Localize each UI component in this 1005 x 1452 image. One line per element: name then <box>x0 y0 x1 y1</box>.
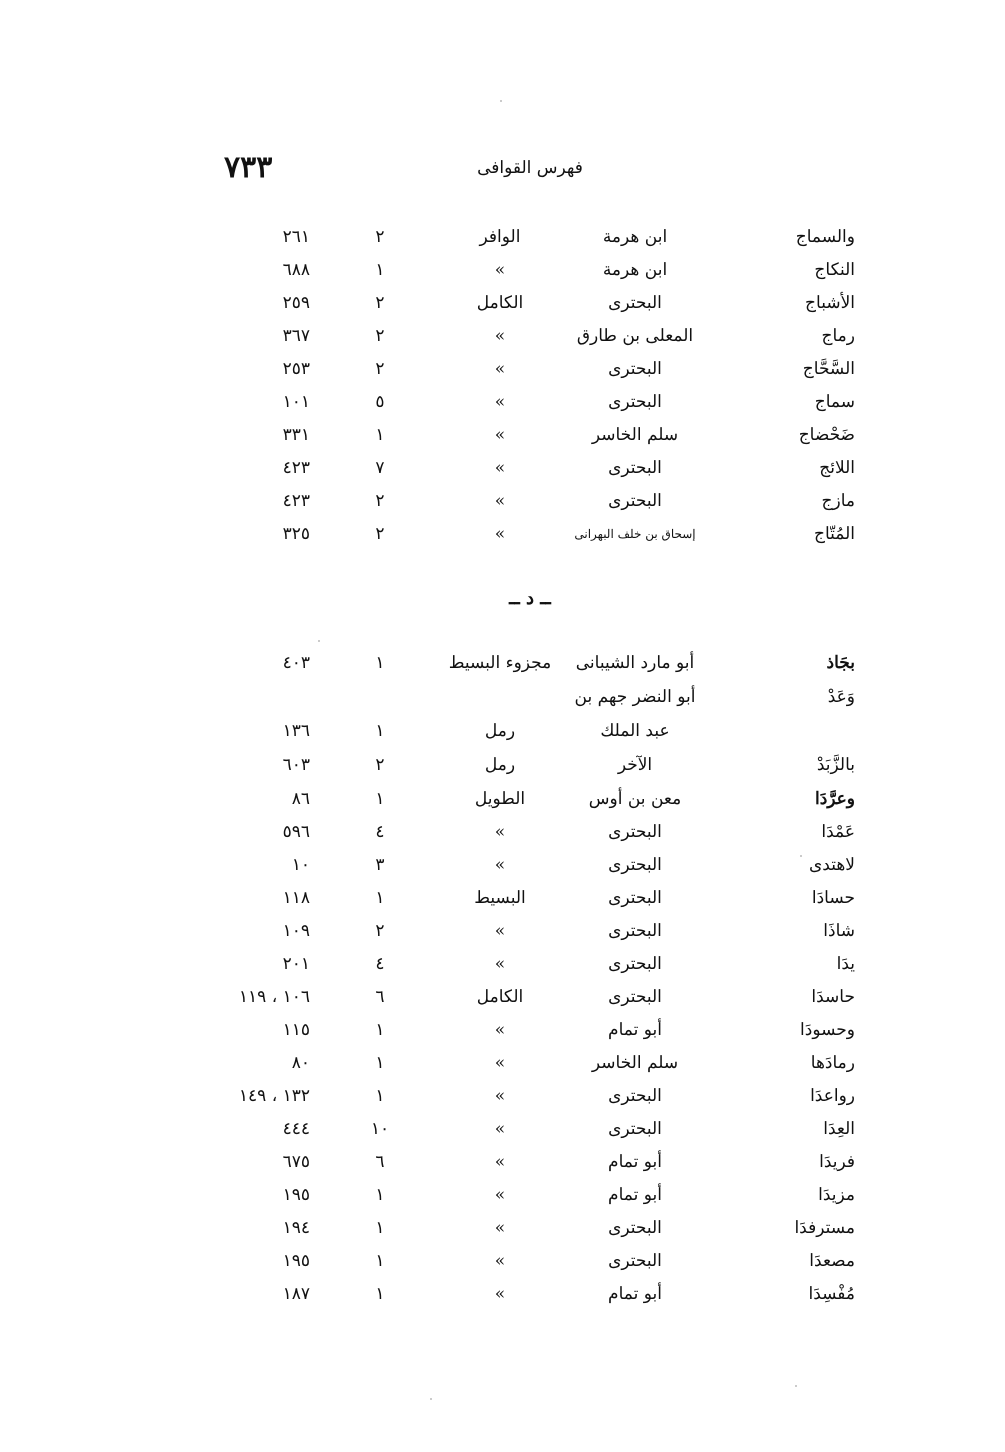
paper-speck <box>500 100 502 102</box>
poet-name: البحترى <box>608 822 662 842</box>
poet-name: البحترى <box>608 855 662 875</box>
page-references: ٤٤٤ <box>282 1119 310 1139</box>
verse-count: ١ <box>375 1284 385 1304</box>
page-references: ٣٢٥ <box>282 524 310 544</box>
poet-name: ابن هرمة <box>602 227 668 247</box>
poetic-meter: » <box>494 425 506 445</box>
index-row <box>0 1246 1005 1276</box>
page-references: ٢٦١ <box>282 227 310 247</box>
page-references: ٢٥٣ <box>282 359 310 379</box>
page-references: ١٠١ <box>282 392 310 412</box>
poetic-meter: » <box>494 855 506 875</box>
verse-count: ١ <box>375 789 385 809</box>
page-references: ٣٣١ <box>282 425 310 445</box>
index-row <box>0 750 1005 780</box>
verse-count: ٣ <box>375 855 385 875</box>
poet-name: البحترى <box>608 888 662 908</box>
index-row <box>0 255 1005 285</box>
rhyme-word: عَمْدَا <box>821 822 855 842</box>
running-title: فهرس القوافى <box>477 158 583 178</box>
page-references: ١١٥ <box>282 1020 310 1040</box>
verse-count: ٦ <box>375 987 385 1007</box>
rhyme-word: ضَحْضاج <box>798 425 855 445</box>
page-references: ١٩٤ <box>282 1218 310 1238</box>
rhyme-word: حسادَا <box>811 888 855 908</box>
page-references: ١٩٥ <box>282 1185 310 1205</box>
poet-name: البحترى <box>608 987 662 1007</box>
poetic-meter: » <box>494 1284 506 1304</box>
rhyme-word: رماج <box>821 326 855 346</box>
rhyme-word: السَّحَّاج <box>802 359 855 379</box>
page-references: ٦٠٣ <box>282 755 310 775</box>
page-references: ١٠٩ <box>282 921 310 941</box>
index-row <box>0 288 1005 318</box>
rhyme-word: مازج <box>821 491 855 511</box>
poet-name: البحترى <box>608 1251 662 1271</box>
poet-name: البحترى <box>608 392 662 412</box>
page-number: ٧٣٣ <box>224 150 273 185</box>
poetic-meter: » <box>494 1086 506 1106</box>
index-row <box>0 784 1005 814</box>
poetic-meter: » <box>494 1218 506 1238</box>
poetic-meter: مجزوء البسيط <box>448 653 552 673</box>
poetic-meter: » <box>494 392 506 412</box>
poet-name: سلم الخاسر <box>591 425 679 445</box>
section-marker-dal: ــ د ــ <box>509 588 551 609</box>
verse-count: ١ <box>375 1218 385 1238</box>
index-row <box>0 1114 1005 1144</box>
index-row <box>0 222 1005 252</box>
verse-count: ١ <box>375 721 385 741</box>
poet-name: أبو النضر جهم بن <box>574 687 696 707</box>
poetic-meter: » <box>494 1020 506 1040</box>
index-row <box>0 1213 1005 1243</box>
verse-count: ١ <box>375 1185 385 1205</box>
rhyme-word: رمادَها <box>810 1053 855 1073</box>
page-references: ٤٢٣ <box>282 458 310 478</box>
rhyme-word: بالزَّبَدْ <box>816 755 855 775</box>
verse-count: ٢ <box>375 326 385 346</box>
verse-count: ٢ <box>375 755 385 775</box>
poet-name: البحترى <box>608 1119 662 1139</box>
poetic-meter: » <box>494 326 506 346</box>
poet-name: المعلى بن طارق <box>576 326 694 346</box>
poetic-meter: » <box>494 1185 506 1205</box>
verse-count: ١ <box>375 1053 385 1073</box>
page-references: ١١٨ <box>282 888 310 908</box>
poet-name: البحترى <box>608 954 662 974</box>
index-row <box>0 916 1005 946</box>
poetic-meter: » <box>494 954 506 974</box>
verse-count: ٢ <box>375 491 385 511</box>
verse-count: ٥ <box>375 392 385 412</box>
poet-name: سلم الخاسر <box>591 1053 679 1073</box>
poet-name: البحترى <box>608 921 662 941</box>
poetic-meter: » <box>494 822 506 842</box>
rhyme-word: العِدَا <box>823 1119 855 1139</box>
index-row <box>0 354 1005 384</box>
page-references: ٦٨٨ <box>282 260 310 280</box>
page-references: ٨٦ <box>291 789 310 809</box>
index-row <box>0 883 1005 913</box>
verse-count: ١ <box>375 1020 385 1040</box>
rhyme-word: وَعَدْ <box>827 687 855 707</box>
poetic-meter: » <box>494 1251 506 1271</box>
index-row <box>0 519 1005 549</box>
poetic-meter: » <box>494 260 506 280</box>
rhyme-word: رواعدَا <box>810 1086 855 1106</box>
poetic-meter: الوافر <box>479 227 521 247</box>
rhyme-word: لاهتدى <box>808 855 855 875</box>
verse-count: ٤ <box>375 954 385 974</box>
paper-speck <box>318 640 320 642</box>
page-references: ١٣٢ ، ١٤٩ <box>238 1086 310 1106</box>
poet-name: ابن هرمة <box>602 260 668 280</box>
poet-name: أبو تمام <box>608 1020 662 1040</box>
index-row <box>0 1147 1005 1177</box>
rhyme-word: وحسودَا <box>800 1020 855 1040</box>
verse-count: ١ <box>375 1251 385 1271</box>
paper-speck <box>430 1398 432 1400</box>
page-references: ١٨٧ <box>282 1284 310 1304</box>
paper-speck <box>795 1385 797 1387</box>
verse-count: ١ <box>375 653 385 673</box>
index-row <box>0 387 1005 417</box>
rhyme-word: فريدَا <box>819 1152 855 1172</box>
poet-name: أبو تمام <box>608 1152 662 1172</box>
poetic-meter: » <box>494 1053 506 1073</box>
rhyme-word: والسماج <box>795 227 855 247</box>
page-references: ٤٠٣ <box>282 653 310 673</box>
index-row <box>0 453 1005 483</box>
poetic-meter: » <box>494 491 506 511</box>
index-row <box>0 1015 1005 1045</box>
page-references: ١٠٦ ، ١١٩ <box>238 987 310 1007</box>
poetic-meter: » <box>494 1119 506 1139</box>
verse-count: ٧ <box>375 458 385 478</box>
verse-count: ٢ <box>375 293 385 313</box>
verse-count: ٢ <box>375 227 385 247</box>
poet-name: البحترى <box>608 1218 662 1238</box>
poet-name: إسحاق بن خلف البهرانى <box>574 527 696 541</box>
poet-name: البحترى <box>608 359 662 379</box>
rhyme-word: شاذَا <box>823 921 855 941</box>
poet-name: معن بن أوس <box>588 789 682 809</box>
rhyme-word: مصعدَا <box>809 1251 855 1271</box>
poet-name: أبو تمام <box>608 1185 662 1205</box>
verse-count: ٦ <box>375 1152 385 1172</box>
poet-name: أبو مارد الشيبانى <box>575 653 695 673</box>
rhyme-word: الأشباج <box>805 293 855 313</box>
poetic-meter: » <box>494 921 506 941</box>
rhyme-word: مُفْسِدَا <box>808 1284 855 1304</box>
index-row <box>0 949 1005 979</box>
verse-count: ١ <box>375 260 385 280</box>
index-row <box>0 850 1005 880</box>
page-references: ٢٥٩ <box>282 293 310 313</box>
rhyme-word: وعرَّدَا <box>814 789 855 809</box>
poetic-meter: » <box>494 524 506 544</box>
poet-name: الآخر <box>617 755 653 775</box>
verse-count: ٢ <box>375 524 385 544</box>
index-row <box>0 716 1005 746</box>
index-row <box>0 1180 1005 1210</box>
rhyme-word: مسترفدَا <box>794 1218 855 1238</box>
page-references: ١٩٥ <box>282 1251 310 1271</box>
page-references: ٥٩٦ <box>282 822 310 842</box>
index-row <box>0 1081 1005 1111</box>
index-row <box>0 1279 1005 1309</box>
index-row <box>0 982 1005 1012</box>
poet-name: أبو تمام <box>608 1284 662 1304</box>
rhyme-word: حاسدَا <box>811 987 855 1007</box>
verse-count: ٢ <box>375 359 385 379</box>
rhyme-word: بجَاذ <box>826 653 855 673</box>
page-references: ١٠ <box>291 855 310 875</box>
verse-count: ١٠ <box>370 1119 390 1139</box>
page-references: ٦٧٥ <box>282 1152 310 1172</box>
rhyme-word: يدَا <box>836 954 855 974</box>
poet-name: البحترى <box>608 458 662 478</box>
rhyme-word: المُتّاج <box>813 524 855 544</box>
verse-count: ١ <box>375 888 385 908</box>
poet-name: البحترى <box>608 1086 662 1106</box>
rhyme-word: اللائج <box>819 458 855 478</box>
verse-count: ١ <box>375 1086 385 1106</box>
index-row <box>0 817 1005 847</box>
poet-name: البحترى <box>608 491 662 511</box>
poet-name: عبد الملك <box>600 721 670 741</box>
page-references: ٣٦٧ <box>282 326 310 346</box>
page-references: ٨٠ <box>291 1053 310 1073</box>
page-references: ٤٢٣ <box>282 491 310 511</box>
index-row <box>0 682 1005 712</box>
poetic-meter: البسيط <box>474 888 526 908</box>
page-references: ٢٠١ <box>282 954 310 974</box>
poetic-meter: رمل <box>484 755 516 775</box>
rhyme-word: مزيدَا <box>818 1185 855 1205</box>
verse-count: ٤ <box>375 822 385 842</box>
poetic-meter: » <box>494 458 506 478</box>
poetic-meter: » <box>494 359 506 379</box>
rhyme-word: النكاج <box>814 260 855 280</box>
index-row <box>0 1048 1005 1078</box>
poetic-meter: الكامل <box>476 987 524 1007</box>
verse-count: ١ <box>375 425 385 445</box>
poetic-meter: الكامل <box>476 293 524 313</box>
poetic-meter: » <box>494 1152 506 1172</box>
poetic-meter: الطويل <box>474 789 526 809</box>
index-row <box>0 321 1005 351</box>
verse-count: ٢ <box>375 921 385 941</box>
paper-speck <box>800 855 802 857</box>
index-row <box>0 648 1005 678</box>
rhyme-word: سماج <box>814 392 855 412</box>
poetic-meter: رمل <box>484 721 516 741</box>
index-row <box>0 420 1005 450</box>
page-references: ١٣٦ <box>282 721 310 741</box>
poet-name: البحترى <box>608 293 662 313</box>
index-row <box>0 486 1005 516</box>
